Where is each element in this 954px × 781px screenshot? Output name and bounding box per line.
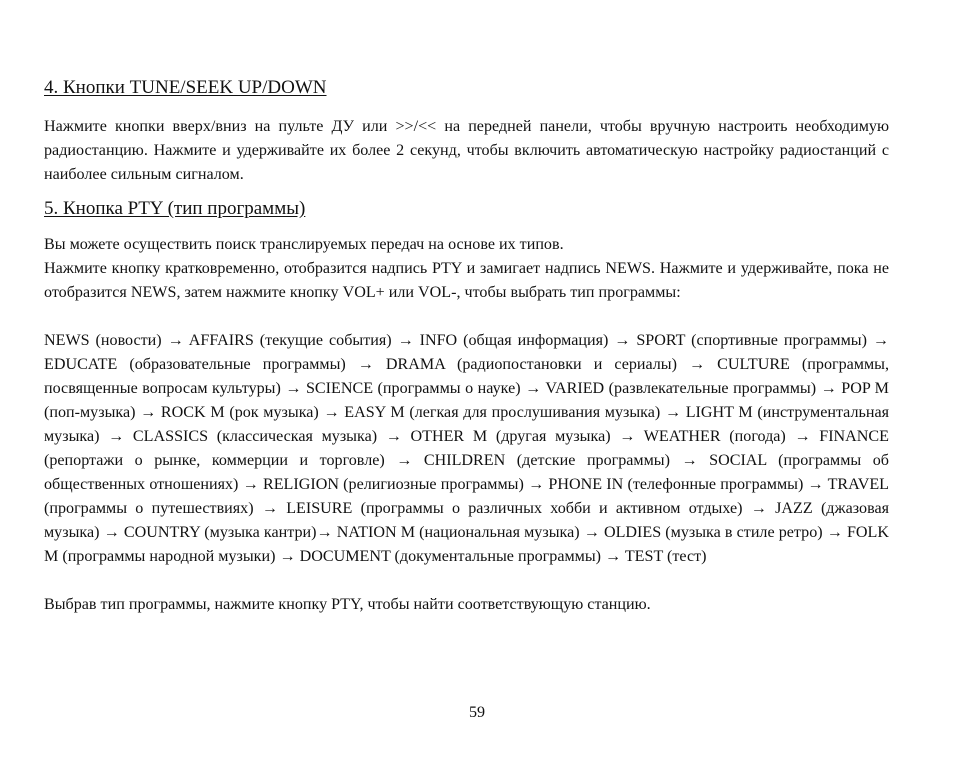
pty-type-list: NEWS (новости) → AFFAIRS (текущие события) → INFO (общая информация) → SPORT (спортивные программы) → EDUCATE (образовательные программы) → DRAMA (радиопостановки и сериалы) → CULTURE (программы, посвященные вопросам культуры) → SCIENCE (программы о науке) → VARIED (развлекательные программы) → POP M (поп-музыка) → ROCK M (рок музыка) → EASY M (легкая для прослушивания музыка) → LIGHT M (инструментальная музыка) → CLASSICS (классическая музыка) → OTHER M (другая музыка) → WEATHER (погода) → FINANCE (репортажи о рынке, коммерции и торговле) → CHILDREN (детские программы) → SOCIAL (программы об общественных отношениях) → RELIGION (религиозные программы) → PHONE IN (телефонные программы) → TRAVEL (программы о путешествиях) → LEISURE (программы о различных хобби и активном отдыхе) → JAZZ (джазовая музыка) → COUNTRY (музыка кантри)→ NATION M (национальная музыка) → OLDIES (музыка в стиле ретро) → FOLK M (программы народной музыки) → DOCUMENT (документальные программы) → TEST (тест) (44, 332, 889, 565)
section-5-heading: 5. Кнопка PTY (тип программы) (44, 198, 306, 219)
page-number: 59 (468, 704, 486, 721)
section-4-heading: 4. Кнопки TUNE/SEEK UP/DOWN (44, 77, 327, 98)
section-5-intro: Вы можете осуществить поиск транслируемых передач на основе их типов. (44, 236, 564, 253)
section-4-paragraph: Нажмите кнопки вверх/вниз на пульте ДУ или >>/<< на передней панели, чтобы вручную настроить необходимую радиостанцию. Нажмите и удерживайте их более 2 секунд, чтобы включить автоматическую настройку радиостанций с наиболее сильным сигналом. (44, 118, 889, 183)
section-5-closing: Выбрав тип программы, нажмите кнопку PTY, чтобы найти соответствующую станцию. (44, 596, 651, 613)
section-5-instructions: Нажмите кнопку кратковременно, отобразится надпись PTY и замигает надпись NEWS. Нажмите и удерживайте, пока не отобразится NEWS, затем нажмите кнопку VOL+ или VOL-, чтобы выбрать тип программы: (44, 260, 889, 301)
